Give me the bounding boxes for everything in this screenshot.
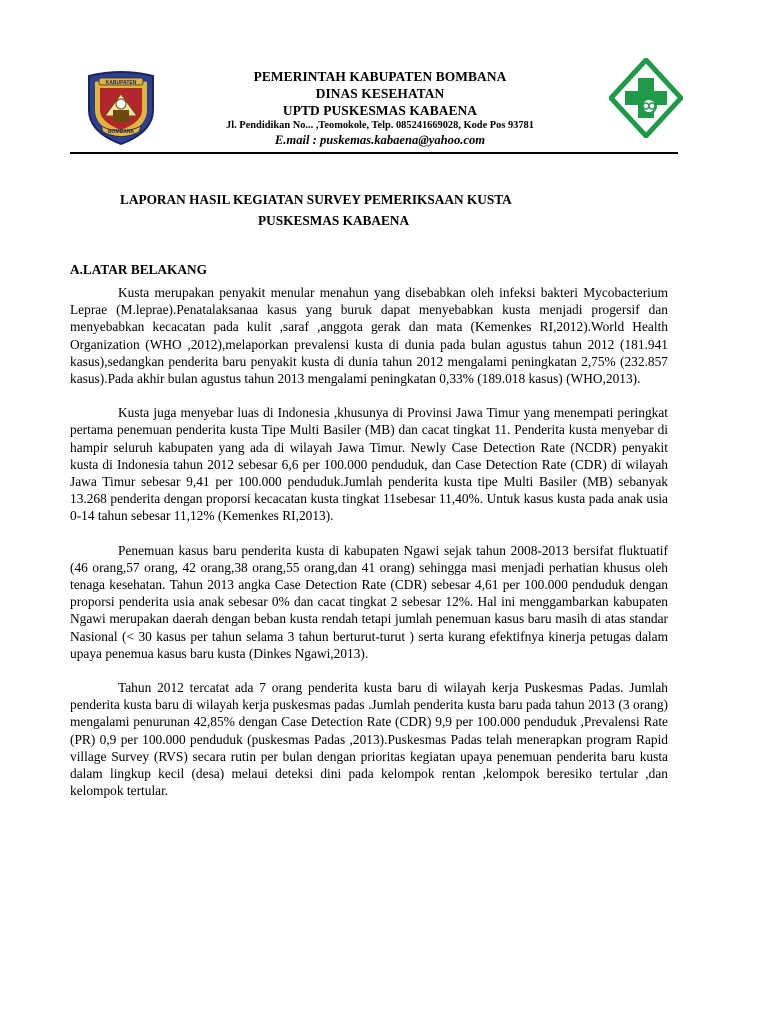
letterhead-text [170, 68, 590, 148]
document-body [70, 284, 668, 816]
paragraph: Kusta juga menyebar luas di Indonesia ,khusunya di Provinsi Jawa Timur yang menempati peringkat pertama penemuan penderita kusta Tipe Multi Basiler (MB) dan cacat tingkat 11. Penderita kusta menyebar di hampir seluruh kabupaten yang ada di wilayah Jawa Timur. Newly Case Detection Rate (NCDR) penyakit kusta di Indonesia tahun 2012 sebesar 6,6 per 100.000 penduduk, dan Case Detection Rate (CDR) di wilayah Jawa Timur sebesar 9,41 per 100.000 penduduk.Jumlah penderita kusta tipe Multi Basiler (MB) sebanyak 13.268 penderita dengan proporsi kecacatan kusta tingkat 11sebesar 11,40%. Untuk kasus kusta pada anak usia 0-14 tahun sebesar 11,12% (Kemenkes RI,2013). [70, 405, 668, 524]
puskesmas-cross-icon [609, 58, 683, 138]
shield-top-text: KABUPATEN [105, 80, 137, 86]
email: E.mail : puskemas.kabaena@yahoo.com [274, 133, 486, 147]
shield-bottom-text: BOMBANA [107, 129, 135, 135]
unit-name: UPTD PUSKESMAS KABAENA [282, 103, 478, 118]
regency-shield-icon [83, 66, 159, 146]
paragraph: Penemuan kasus baru penderita kusta di kabupaten Ngawi sejak tahun 2008-2013 bersifat fluktuatif (46 orang,57 orang, 42 orang,38 orang,55 orang,dan 41 orang) sehingga masi menjadi perhatian khusus oleh tenaga kesehatan. Tahun 2013 angka Case Detection Rate (CDR) sebesar 4,61 per 100.000 penduduk dengan proporsi penderita usia anak sebesar 0% dan cacat tingkat 2 sebesar 12%. Hal ini menggambarkan kabupaten Ngawi merupakan daerah dengan beban kusta rendah tetapi jumlah penemuan kasus baru masih di atas standar Nasional (< 30 kasus per tahun selama 3 tahun berturut-turut ) serta kurang efektifnya kinerja petugas dalam upaya penemua kasus baru kusta (Dinkes Ngawi,2013). [70, 542, 668, 661]
government-name: PEMERINTAH KABUPATEN BOMBANA [253, 69, 507, 84]
letterhead-divider [70, 152, 678, 154]
office-name: DINAS KESEHATAN [315, 86, 445, 101]
section-heading: A.LATAR BELAKANG [70, 262, 207, 277]
report-title: LAPORAN HASIL KEGIATAN SURVEY PEMERIKSAAN KUSTA [120, 192, 512, 207]
letterhead [0, 0, 768, 160]
paragraph: Tahun 2012 tercatat ada 7 orang penderita kusta baru di wilayah kerja Puskesmas Padas. Jumlah penderita kusta baru di wilayah kerja puskesmas padas .Jumlah penderita kusta baru pada tahun 2013 (3 orang) mengalami penurunan 42,85% dengan Case Detection Rate (CDR) 9,9 per 100.000 penduduk ,Prevalensi Rate (PR) 0,9 per 100.000 penduduk (puskesmas Padas ,2013).Puskesmas Padas telah menerapkan program Rapid village Survey (RVS) secara rutin per bulan dengan prioritas kegiatan upaya penemuan penderita baru kusta dalam lingkup kecil (desa) melaui deteksi dini pada kelompok rentan ,kelompok beresiko tertular ,dan kelompok tertular. [70, 680, 668, 799]
paragraph: Kusta merupakan penyakit menular menahun yang disebabkan oleh infeksi bakteri Mycobacterium Leprae (M.leprae).Penatalaksanaa kasus yang buruk dapat menyebabkan kusta menjadi progersif dan menyebabkan kecacatan pada kulit ,saraf ,anggota gerak dan mata (Kemenkes RI,2012).World Health Organization (WHO ,2012),melaporkan prevalensi kusta di dunia pada bulan agustus tahun 2012 (181.941 kasus),sedangkan penderita baru penyakit kusta di dunia tahun 2012 mengalami peningkatan 2,75% (232.857 kasus).Pada akhir bulan agustus tahun 2013 mengalami peningkatan 0,33% (189.018 kasus) (WHO,2013). [70, 285, 668, 387]
address: Jl. Pendidikan No... ,Teomokole, Telp. 085241669028, Kode Pos 93781 [226, 120, 534, 131]
report-subtitle: PUSKESMAS KABAENA [258, 213, 410, 228]
